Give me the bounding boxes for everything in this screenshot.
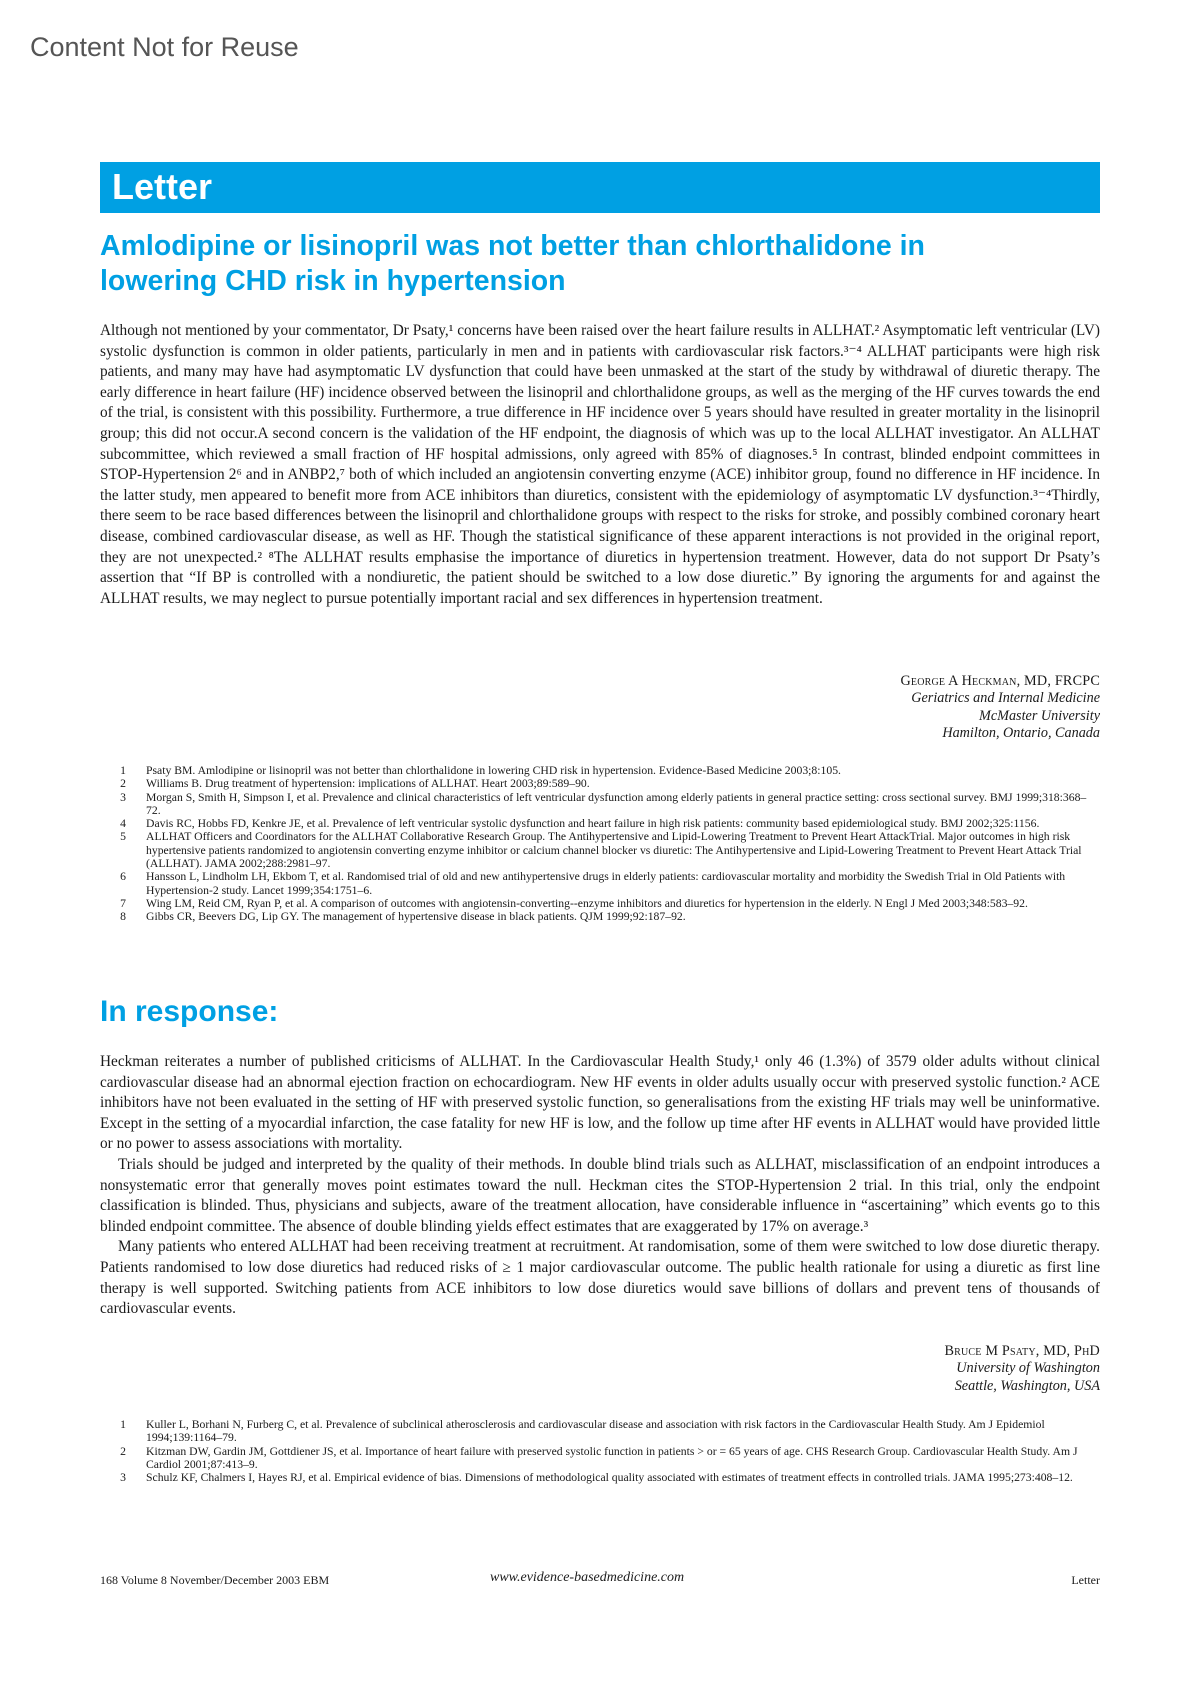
reference-number: 1	[120, 1418, 126, 1431]
reference-number: 5	[120, 830, 126, 844]
section-banner	[100, 162, 1100, 213]
reference-item	[100, 1471, 1100, 1484]
reference-text: Morgan S, Smith H, Simpson I, et al. Prevalence and clinical characteristics of left ventricular dysfunction among elderly patients in general practice setting: cross sectional survey. BMJ 1999;318:368–72.	[146, 790, 1087, 817]
reference-item	[100, 817, 1100, 830]
letter-signature	[600, 673, 1100, 743]
reference-item	[100, 910, 1100, 923]
reference-item	[100, 791, 1100, 818]
reference-text: Kuller L, Borhani N, Furberg C, et al. Prevalence of subclinical atherosclerosis and cardiovascular disease and association with risk factors in the Cardiovascular Health Study. Am J Epidemiol 1994;139:1164–79.	[146, 1418, 1045, 1445]
article-title	[100, 229, 1100, 299]
reference-number: 3	[120, 790, 126, 804]
response-heading: In response:	[100, 995, 279, 1028]
reference-text: Wing LM, Reid CM, Ryan P, et al. A comparison of outcomes with angiotensin-converting--enzyme inhibitors and diuretics for hypertension in the elderly. N Engl J Med 2003;348:583–92.	[146, 896, 1028, 910]
article-title-line-2: lowering CHD risk in hypertension	[100, 265, 566, 297]
reference-item	[100, 1418, 1100, 1445]
letter-author-affiliation: Geriatrics and Internal Medicine	[911, 690, 1100, 707]
response-author-name: Bruce M Psaty, MD, PhD	[944, 1343, 1100, 1359]
footer-website-link[interactable]: www.evidence-basedmedicine.com	[490, 1570, 685, 1585]
response-references	[100, 1418, 1100, 1484]
footer-section-label: Letter	[1071, 1573, 1100, 1587]
reference-item	[100, 870, 1100, 897]
letter-body	[100, 321, 1100, 609]
reference-item	[100, 897, 1100, 910]
response-signature	[600, 1343, 1100, 1395]
reference-number: 8	[120, 910, 126, 924]
reference-text: Williams B. Drug treatment of hypertension: implications of ALLHAT. Heart 2003;89:589–90.	[146, 777, 590, 791]
reference-item	[100, 1445, 1100, 1472]
response-author-institution: University of Washington	[956, 1360, 1100, 1377]
reference-number: 2	[120, 777, 126, 791]
reference-number: 2	[120, 1444, 126, 1458]
letter-author-name: George A Heckman, MD, FRCPC	[900, 673, 1100, 689]
letter-author-institution: McMaster University	[979, 707, 1100, 724]
reference-number: 1	[120, 764, 126, 777]
reference-text: Gibbs CR, Beevers DG, Lip GY. The management of hypertensive disease in black patients. QJM 1999;92:187–92.	[146, 910, 686, 924]
reference-text: Kitzman DW, Gardin JM, Gottdiener JS, et al. Importance of heart failure with preserved systolic function in patients > or = 65 years of age. CHS Research Group. Cardiovascular Health Study. Am J Cardiol 2001;87:413–9.	[146, 1444, 1078, 1471]
reference-item	[100, 830, 1100, 870]
response-author-location: Seattle, Washington, USA	[954, 1377, 1100, 1394]
footer-issue-info: 168 Volume 8 November/December 2003 EBM	[100, 1573, 330, 1587]
response-body	[100, 1052, 1100, 1320]
letter-author-location: Hamilton, Ontario, Canada	[942, 725, 1100, 742]
watermark: Content Not for Reuse	[30, 32, 299, 62]
reference-number: 6	[120, 870, 126, 884]
reference-number: 7	[120, 896, 126, 910]
reference-text: ALLHAT Officers and Coordinators for the ALLHAT Collaborative Research Group. The Antihypertensive and Lipid-Lowering Treatment to Prevent Heart AttackTrial. Major outcomes in high risk hypertensive patients randomized to angiotensin converting enzyme inhibitor or calcium channel blocker vs diuretic: The Antihypertensive and Lipid-Lowering Treatment to Prevent Heart Attack Trial (ALLHAT). JAMA 2002;288:2981–97.	[146, 830, 1082, 871]
reference-text: Schulz KF, Chalmers I, Hayes RJ, et al. Empirical evidence of bias. Dimensions of methodological quality associated with estimates of treatment effects in controlled trials. JAMA 1995;273:408–12.	[146, 1471, 1073, 1485]
letter-paragraph: Although not mentioned by your commentator, Dr Psaty,¹ concerns have been raised over the heart failure results in ALLHAT.² Asymptomatic left ventricular (LV) systolic dysfunction is common in older patients, particularly in men and in patients with cardiovascular risk factors.³⁻⁴ ALLHAT participants were high risk patients, and many may have had asymptomatic LV dysfunction that could have been unmasked at the start of the study by withdrawal of diuretic therapy. The early difference in heart failure (HF) incidence observed between the lisinopril and chlorthalidone groups, as well as the merging of the HF curves towards the end of the trial, is consistent with this possibility. Furthermore, a true difference in HF incidence over 5 years should have resulted in greater mortality in the lisinopril group; this did not occur.A second concern is the validation of the HF endpoint, the diagnosis of which was up to the local ALLHAT investigator. An ALLHAT subcommittee, which reviewed a small fraction of HF hospital admissions, only agreed with 85% of diagnoses.⁵ In contrast, blinded endpoint committees in STOP-Hypertension 2⁶ and in ANBP2,⁷ both of which included an angiotensin converting enzyme (ACE) inhibitor group, found no difference in HF incidence. In the latter study, men appeared to benefit more from ACE inhibitors than diuretics, consistent with the epidemiology of asymptomatic LV dysfunction.³⁻⁴Thirdly, there seem to be race based differences between the lisinopril and chlorthalidone groups with respect to the risks for stroke, and possibly combined coronary heart disease, combined cardiovascular disease, as well as HF. Though the statistical significance of these apparent interactions is not provided in the original report, they are not unexpected.² ⁸The ALLHAT results emphasise the importance of diuretics in hypertension treatment. However, data do not support Dr Psaty’s assertion that “If BP is controlled with a nondiuretic, the patient should be switched to a low dose diuretic.” By ignoring the arguments for and against the ALLHAT results, we may neglect to pursue potentially important racial and sex differences in hypertension treatment.	[100, 322, 1100, 607]
article-title-line-1: Amlodipine or lisinopril was not better than chlorthalidone in	[100, 230, 925, 262]
section-label: Letter	[112, 166, 213, 207]
reference-text: Hansson L, Lindholm LH, Ekbom T, et al. Randomised trial of old and new antihypertensive drugs in elderly patients: cardiovascular mortality and morbidity the Swedish Trial in Old Patients with Hypertension-2 study. Lancet 1999;354:1751–6.	[146, 870, 1066, 897]
response-paragraph: Many patients who entered ALLHAT had been receiving treatment at recruitment. At randomisation, some of them were switched to low dose diuretic therapy. Patients randomised to low dose diuretics had reduced risks of ≥ 1 major cardiovascular outcome. The public health rationale for using a diuretic as first line therapy is well supported. Switching patients from ACE inhibitors to low dose diuretics would save billions of dollars and prevent tens of thousands of cardiovascular events.	[100, 1238, 1100, 1318]
reference-text: Davis RC, Hobbs FD, Kenkre JE, et al. Prevalence of left ventricular systolic dysfunction and heart failure in high risk patients: community based epidemiological study. BMJ 2002;325:1156.	[146, 817, 1040, 831]
reference-number: 3	[120, 1471, 126, 1485]
reference-item	[100, 764, 1100, 777]
response-paragraph: Trials should be judged and interpreted by the quality of their methods. In double blind trials such as ALLHAT, misclassification of an endpoint introduces a nonsystematic error that generally moves point estimates toward the null. Heckman cites the STOP-Hypertension 2 trial. In this trial, only the endpoint classification is blinded. Thus, physicians and subjects, aware of the treatment allocation, have considerable influence in “ascertaining” which events go to this blinded endpoint committee. The absence of double blinding yields effect estimates that are exaggerated by 17% on average.³	[100, 1155, 1100, 1235]
reference-item	[100, 777, 1100, 790]
reference-number: 4	[120, 817, 126, 831]
reference-text: Psaty BM. Amlodipine or lisinopril was not better than chlorthalidone in lowering CHD risk in hypertension. Evidence-Based Medicine 2003;8:105.	[146, 764, 841, 777]
letter-references	[100, 764, 1100, 924]
response-paragraph: Heckman reiterates a number of published criticisms of ALLHAT. In the Cardiovascular Health Study,¹ only 46 (1.3%) of 3579 older adults without clinical cardiovascular disease had an abnormal ejection fraction on echocardiogram. New HF events in older adults usually occur with preserved systolic function.² ACE inhibitors have not been evaluated in the setting of HF with preserved systolic function, so generalisations from the existing HF trials may well be uninformative. Except in the setting of a myocardial infarction, the case fatality for new HF is low, and the follow up time after HF events in ALLHAT would have provided little or no power to assess associations with mortality.	[100, 1053, 1100, 1153]
